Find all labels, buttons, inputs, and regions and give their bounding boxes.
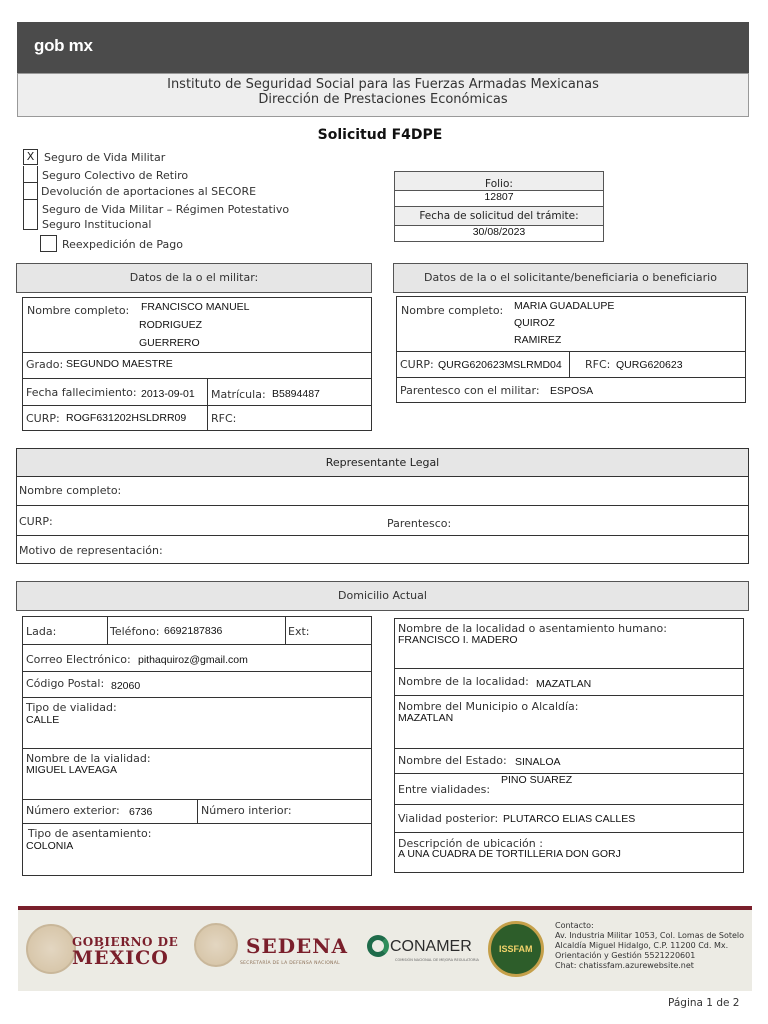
military-name-label: Nombre completo: (27, 304, 130, 317)
military-death-date-value: 2013-09-01 (141, 388, 195, 400)
folio-box (394, 171, 604, 242)
email-label: Correo Electrónico: (26, 653, 131, 666)
ext-number-label: Número exterior: (26, 804, 120, 817)
fecha-solicitud-value: 30/08/2023 (472, 226, 526, 238)
applicant-relationship-label: Parentesco con el militar: (400, 384, 540, 397)
gobierno-line-1: GOBIERNO DE (72, 935, 179, 949)
issfam-emblem-icon (488, 921, 544, 977)
rear-road-label: Vialidad posterior: (398, 812, 499, 825)
applicant-name-line-3: RAMIREZ (514, 334, 562, 346)
road-type-label: Tipo de vialidad: (26, 701, 117, 714)
locality-human-label: Nombre de la localidad o asentamiento humano: (398, 622, 667, 635)
military-matricula-label: Matrícula: (211, 388, 266, 401)
sedena-seal-icon (194, 923, 238, 967)
legal-name-label: Nombre completo: (19, 484, 122, 497)
applicant-rfc-value: QURG620623 (616, 359, 683, 371)
military-data-table (22, 297, 372, 431)
institute-name: Instituto de Seguridad Social para las Fuerzas Armadas Mexicanas (167, 77, 599, 92)
contact-line: Orientación y Gestión 5521220601 (555, 951, 696, 960)
department-name: Dirección de Prestaciones Económicas (258, 92, 508, 107)
applicant-rfc-label: RFC: (585, 358, 611, 371)
checkbox-seguro-colectivo-retiro[interactable] (23, 166, 38, 183)
between-roads-label: Entre vialidades: (398, 783, 491, 796)
military-name-line-3: GUERRERO (139, 337, 200, 349)
address-section-header: Domicilio Actual (16, 581, 749, 611)
state-value: SINALOA (515, 756, 561, 768)
ext-label: Ext: (288, 625, 310, 638)
settlement-type-value: COLONIA (26, 840, 74, 852)
gobierno-logo-text (72, 935, 178, 969)
applicant-name-line-1: MARIA GUADALUPE (514, 300, 615, 312)
address-left-table (22, 616, 372, 876)
contact-info (555, 921, 744, 971)
checkbox-mark: X (26, 150, 35, 163)
checkbox-seguro-vida-militar[interactable] (23, 149, 38, 165)
contact-line: Alcaldía Miguel Hidalgo, C.P. 11200 Cd. Mx. (555, 941, 729, 950)
military-name-line-1: FRANCISCO MANUEL (141, 301, 250, 313)
applicant-name-line-2: QUIROZ (514, 317, 555, 329)
conamer-subtitle: COMISIÓN NACIONAL DE MEJORA REGULATORIA (395, 958, 479, 962)
option-label: Seguro de Vida Militar – Régimen Potestativo (42, 203, 290, 216)
footer-accent-line (18, 906, 752, 910)
between-roads-value: PINO SUAREZ (501, 774, 573, 786)
applicant-relationship-value: ESPOSA (550, 385, 594, 397)
phone-label: Teléfono: (110, 625, 160, 638)
road-type-value: CALLE (26, 714, 60, 726)
municipality-label: Nombre del Municipio o Alcaldía: (398, 700, 579, 713)
ext-number-value: 6736 (129, 806, 153, 818)
military-curp-value: ROGF631202HSLDRR09 (66, 412, 187, 424)
legal-motivo-label: Motivo de representación: (19, 544, 163, 557)
location-description-label: Descripción de ubicación : (398, 837, 543, 850)
email-value: pithaquiroz@gmail.com (138, 654, 248, 666)
folio-value: 12807 (395, 191, 603, 207)
legal-representative-table (16, 448, 749, 564)
lada-label: Lada: (26, 625, 57, 638)
checkbox-seguro-vida-potestativo[interactable] (23, 200, 38, 217)
applicant-curp-label: CURP: (400, 358, 434, 371)
contact-line: Chat: chatissfam.azurewebsite.net (555, 961, 694, 970)
sedena-logo-text: SEDENA (246, 934, 349, 958)
option-label: Seguro Colectivo de Retiro (42, 169, 189, 182)
locality-label: Nombre de la localidad: (398, 675, 529, 688)
gob-header-bar (17, 22, 749, 73)
checkbox-reexpedicion-pago[interactable] (40, 235, 57, 252)
int-number-label: Número interior: (201, 804, 292, 817)
legal-section-header: Representante Legal (17, 449, 748, 477)
coat-of-arms-icon (26, 924, 76, 974)
applicant-section-header: Datos de la o el solicitante/beneficiaria o beneficiario (393, 263, 748, 293)
applicant-curp-value: QURG620623MSLRMD04 (438, 359, 562, 371)
legal-parentesco-label: Parentesco: (387, 517, 452, 530)
reexpedicion-label: Reexpedición de Pago (62, 238, 183, 251)
page-number: Página 1 de 2 (668, 997, 740, 1009)
military-name-line-2: RODRIGUEZ (139, 319, 202, 331)
option-label: Seguro Institucional (42, 218, 152, 231)
gob-mx-logo: gob mx (34, 36, 93, 55)
military-section-header: Datos de la o el militar: (16, 263, 372, 293)
military-curp-label: CURP: (26, 412, 60, 425)
checkbox-devolucion-secore[interactable] (23, 183, 38, 200)
form-title: Solicitud F4DPE (317, 127, 443, 143)
location-description-value: A UNA CUADRA DE TORTILLERIA DON GORJ (398, 848, 621, 860)
contact-line: Contacto: (555, 921, 594, 930)
issfam-emblem-text: ISSFAM (499, 944, 533, 954)
state-label: Nombre del Estado: (398, 754, 507, 767)
checkbox-seguro-institucional[interactable] (23, 216, 38, 230)
zip-label: Código Postal: (26, 677, 105, 690)
military-death-date-label: Fecha fallecimiento: (26, 386, 137, 399)
zip-value: 82060 (111, 680, 141, 692)
applicant-name-label: Nombre completo: (401, 304, 504, 317)
option-label: Devolución de aportaciones al SECORE (41, 185, 257, 198)
gobierno-line-2: MÉXICO (72, 947, 169, 969)
footer-banner (18, 906, 752, 991)
legal-curp-label: CURP: (19, 515, 53, 528)
folio-label: Folio: (395, 172, 603, 191)
military-grade-value: SEGUNDO MAESTRE (66, 358, 173, 370)
conamer-logo-text: CONAMER (390, 938, 472, 955)
road-name-value: MIGUEL LAVEAGA (26, 764, 118, 776)
road-name-label: Nombre de la vialidad: (26, 752, 151, 765)
contact-line: Av. Industria Militar 1053, Col. Lomas de Sotelo (555, 931, 745, 940)
locality-human-value: FRANCISCO I. MADERO (398, 634, 518, 646)
applicant-data-table (396, 296, 746, 403)
address-right-table (394, 618, 744, 873)
fecha-solicitud-label: Fecha de solicitud del trámite: (395, 207, 603, 226)
military-rfc-label: RFC: (211, 412, 237, 425)
sedena-subtitle: SECRETARÍA DE LA DEFENSA NACIONAL (240, 961, 340, 966)
institute-header (17, 73, 749, 117)
rear-road-value: PLUTARCO ELIAS CALLES (503, 813, 636, 825)
settlement-type-label: Tipo de asentamiento: (28, 827, 152, 840)
locality-value: MAZATLAN (536, 678, 592, 690)
military-matricula-value: B5894487 (272, 388, 320, 400)
municipality-value: MAZATLAN (398, 712, 454, 724)
military-grade-label: Grado: (26, 358, 64, 371)
phone-value: 6692187836 (164, 625, 223, 637)
conamer-logo-icon (367, 935, 389, 957)
option-label: Seguro de Vida Militar (44, 151, 166, 164)
